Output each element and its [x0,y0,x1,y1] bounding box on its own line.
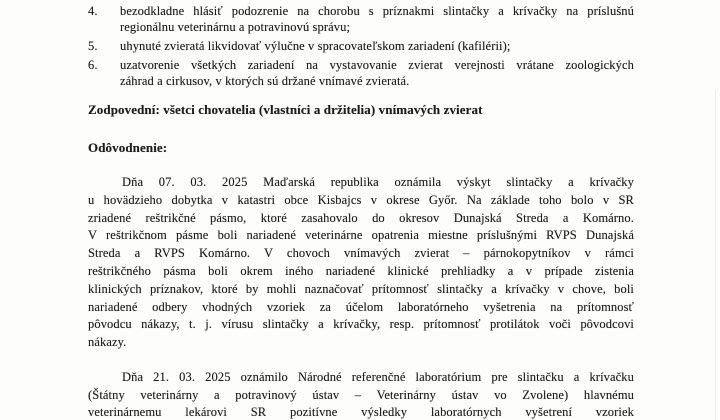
text-line: uzatvorenie všetkých zariadení na vystavovanie zvierat verejnosti vrátane zoologických [120,58,634,72]
text-line: veterinárnemu lekárovi SR pozitívne výsledky laboratórnych vyšetrení vzoriek [88,405,634,419]
list-item-5 [88,38,634,54]
text-line: Streda a RVPS Komárno. V chovoch vnímavých zvierat – párnokopytníkov v rámci [88,246,634,261]
reasoning-heading: Odôvodnenie: [88,140,168,155]
reasoning-paragraph-2 [88,369,634,420]
text-line: Dňa 07. 03. 2025 Maďarská republika oznámila výskyt slintačky a krívačky [122,175,634,189]
text-line: uhynuté zvieratá likvidovať výlučne v spracovateľskom zariadení (kafilérii); [120,39,511,53]
text-line: pôvodcu nákazy, t. j. vírusu slintačky a krívačky, resp. prítomnosť protilátok voči pôvodcovi [88,317,634,332]
text-line: nákazy. [88,335,127,350]
list-item-text [120,57,634,89]
text-line: (Štátny veterinárny a potravinový ústav – Veterinárny ústav vo Zvolene) hlavnému [88,387,634,402]
responsible-heading: Zodpovední: všetci chovatelia (vlastníci a držitelia) vnímavých zvierat [88,102,483,117]
text-line: regionálnu veterinárnu a potravinovú správu; [120,20,351,34]
text-line: zriadené reštrikčné pásmo, ktoré zasahovalo do okresov Dunajská Streda a Komárno. [88,210,634,225]
text-line: záhrad a cirkusov, v ktorých sú držané vnímavé zvieratá. [120,74,410,88]
scan-page-edge [715,90,716,420]
text-line: klinických príznakov, ktoré by mohli naznačovať prítomnosť slintačky a krívačky v chove, boli [88,281,634,296]
text-line: V reštrikčnom pásme boli nariadené veterinárne opatrenia miestne príslušnými RVPS Dunajská [88,228,634,243]
list-number: 4. [88,4,98,18]
list-item-4 [88,3,634,35]
list-number: 6. [88,58,98,72]
list-item-text [120,3,634,35]
list-item-6 [88,57,634,89]
list-number: 5. [88,39,98,53]
reasoning-paragraph-1 [88,174,634,352]
text-line: u hovädzieho dobytka v katastri obce Kisbajcs v okrese Győr. Na základe toho bolo v SR [88,192,634,207]
measures-list [88,3,634,92]
text-line: nariadené odbery vhodných vzoriek za účelom laboratórneho vyšetrenia na prítomnosť [88,299,634,314]
list-item-text [120,38,634,54]
text-line: bezodkladne hlásiť podozrenie na chorobu s príznakmi slintačky a krívačky na príslušnú [120,4,634,18]
text-line: reštrikčného pásma boli okrem iného nariadené klinické prehliadky a v prípade zistenia [88,263,634,278]
text-line: Dňa 21. 03. 2025 oznámilo Národné referenčné laboratórium pre slintačku a krívačku [122,370,634,384]
